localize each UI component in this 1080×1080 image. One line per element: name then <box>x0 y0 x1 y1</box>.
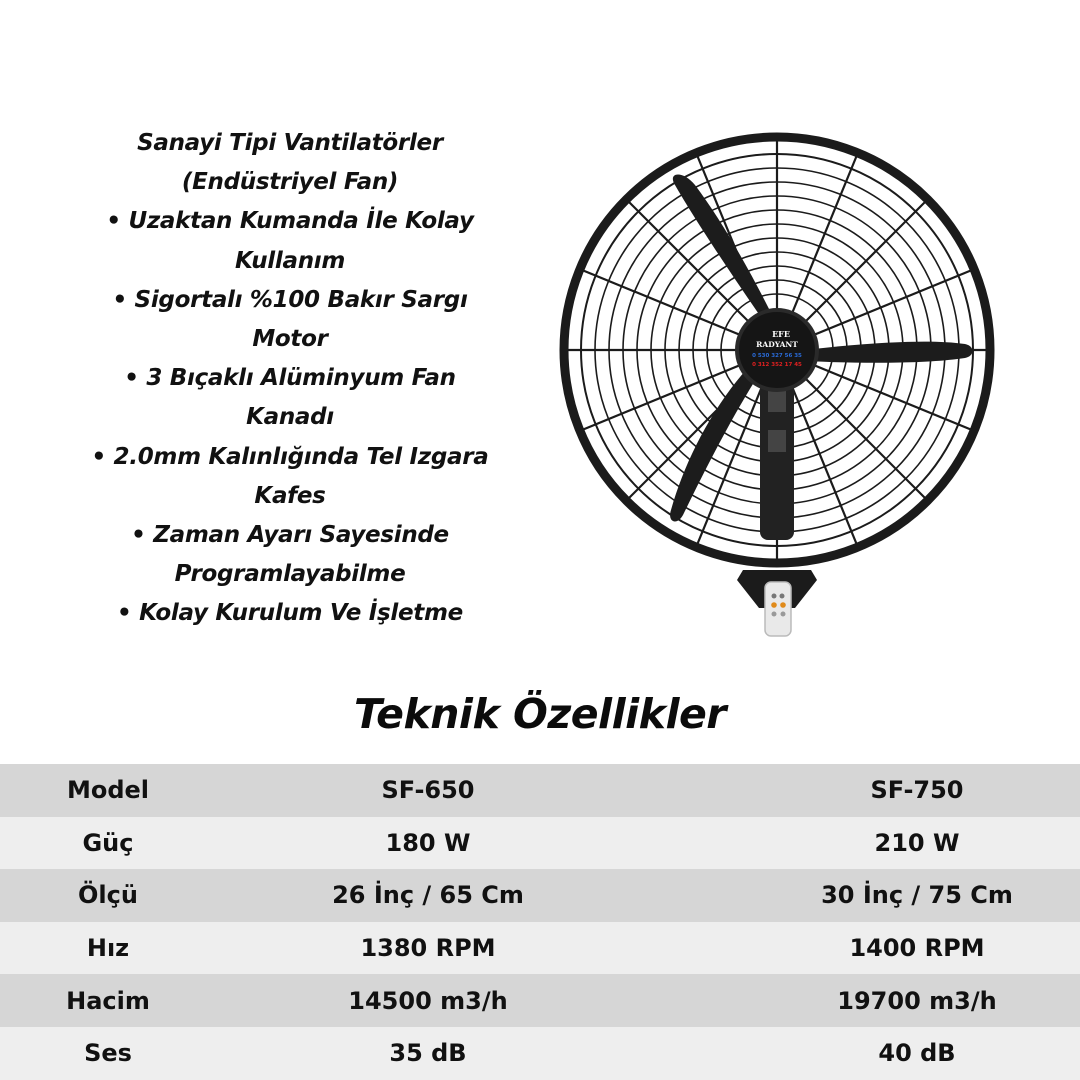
table-row <box>0 817 1080 870</box>
spec-value-sf750: 19700 m3/h <box>837 986 997 1015</box>
badge-brand-text: EFE <box>772 329 790 339</box>
spec-label-cell: Hız <box>86 934 130 963</box>
feature-line: Motor <box>252 326 328 353</box>
spec-value-sf750: 1400 RPM <box>849 934 985 963</box>
feature-line: • Sigortalı %100 Bakır Sargı <box>112 286 468 313</box>
feature-line: • Uzaktan Kumanda İle Kolay <box>106 208 474 235</box>
spec-label-cell: Model <box>66 776 150 805</box>
feature-line: • 2.0mm Kalınlığında Tel Izgara <box>91 443 489 470</box>
spec-value-sf650: SF-650 <box>381 776 475 805</box>
table-row <box>0 974 1080 1027</box>
table-row <box>0 1027 1080 1080</box>
spec-value-sf650: 1380 RPM <box>360 934 496 963</box>
spec-value-sf750: SF-750 <box>870 776 964 805</box>
feature-line: • Kolay Kurulum Ve İşletme <box>117 600 463 627</box>
feature-line: (Endüstriyel Fan) <box>181 169 399 196</box>
fan-blades <box>670 174 972 521</box>
spec-label-cell: Güç <box>82 828 134 857</box>
spec-value-sf650: 180 W <box>385 828 471 857</box>
feature-line: • 3 Bıçaklı Alüminyum Fan <box>124 365 456 392</box>
spec-value-sf650: 26 İnç / 65 Cm <box>332 881 524 910</box>
badge-phone-2: 0 312 352 17 45 <box>752 362 802 368</box>
spec-label-cell: Ölçü <box>78 881 138 910</box>
spec-value-sf750: 40 dB <box>878 1039 956 1068</box>
table-row <box>0 764 1080 817</box>
badge-phone-1: 0 530 327 56 35 <box>752 353 802 359</box>
wall-fan-image <box>555 130 1005 650</box>
spec-value-sf750: 30 İnç / 75 Cm <box>821 881 1013 910</box>
feature-line: Kafes <box>254 482 326 509</box>
table-row <box>0 869 1080 922</box>
spec-label-cell: Hacim <box>66 986 150 1015</box>
spec-label-cell: Ses <box>84 1039 132 1068</box>
spec-value-sf650: 14500 m3/h <box>348 986 508 1015</box>
feature-line: • Zaman Ayarı Sayesinde <box>131 522 449 549</box>
feature-list <box>60 124 520 634</box>
brand-badge <box>737 310 817 390</box>
badge-name-text: RADYANT <box>756 340 798 349</box>
spec-value-sf650: 35 dB <box>389 1039 467 1068</box>
feature-line: Kullanım <box>234 247 346 274</box>
feature-line: Sanayi Tipi Vantilatörler <box>137 130 443 156</box>
wall-mount <box>737 570 817 636</box>
feature-line: Kanadı <box>246 404 334 431</box>
spec-value-sf750: 210 W <box>874 828 960 857</box>
spec-table <box>0 764 1080 1080</box>
feature-line: Programlayabilme <box>174 561 406 588</box>
fan-motor <box>760 370 794 540</box>
table-row <box>0 922 1080 975</box>
section-title: Teknik Özellikler <box>353 690 727 738</box>
